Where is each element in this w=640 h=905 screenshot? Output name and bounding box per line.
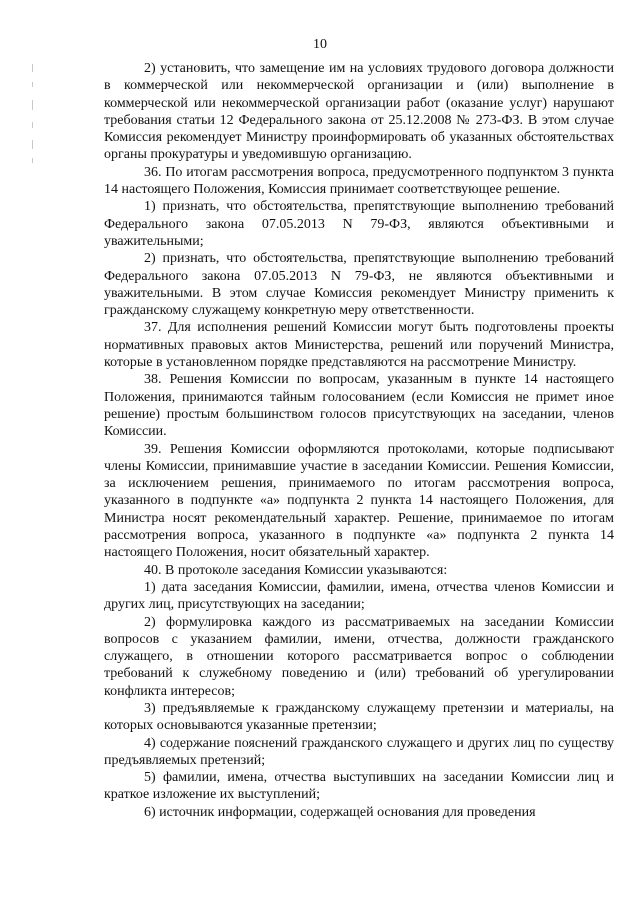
paragraph: 1) признать, что обстоятельства, препятствующие выполнению требований Федерального закона 07.05.2013 N 79-ФЗ, являются объективными и уважительными;	[104, 199, 614, 249]
paragraph: 2) установить, что замещение им на условиях трудового договора должности в коммерческой или некоммерческой организации и (или) выполнение в коммерческой или некоммерческой организации работ (оказание услуг) нарушают требования статьи 12 Федерального закона от 25.12.2008 № 273-ФЗ. В этом случае Комиссия рекомендует Министру проинформировать об указанных обстоятельствах органы прокуратуры и уведомившую организацию.	[104, 61, 614, 163]
paragraph: 4) содержание пояснений гражданского служащего и других лиц по существу предъявляемых претензий;	[104, 735, 614, 768]
paragraph: 3) предъявляемые к гражданскому служащему претензии и материалы, на которых основываются указанные претензии;	[104, 700, 614, 734]
scan-margin-marks	[24, 60, 44, 170]
paragraph: 2) признать, что обстоятельства, препятствующие выполнению требований Федерального закона 07.05.2013 N 79-ФЗ, не являются объективными и уважительными. В этом случае Комиссия рекомендует Министру применить к гражданскому служащему конкретную меру ответственности.	[104, 251, 614, 319]
paragraph: 39. Решения Комиссии оформляются протоколами, которые подписывают члены Комиссии, принимавшие участие в заседании Комиссии. Решения Комиссии, за исключением решения, принимаемого по итогам рассмотрения вопроса, указанного в подпункте «а» подпункта 2 пункта 14 настоящего Положения, для Министра носят рекомендательный характер. Решение, принимаемое по итогам рассмотрения вопроса, указанного в подпункте «а» подпункта 2 пункта 14 настоящего Положения, носит обязательный характер.	[104, 441, 614, 561]
paragraph: 36. По итогам рассмотрения вопроса, предусмотренного подпунктом 3 пункта 14 настоящего Положения, Комиссия принимает соответствующее решение.	[104, 164, 614, 198]
paragraph: 6) источник информации, содержащей основания для проведения	[144, 804, 536, 820]
paragraph: 37. Для исполнения решений Комиссии могут быть подготовлены проекты нормативных правовых актов Министерства, решений или поручений Министра, которые в установленном порядке представляются на рассмотрение Министру.	[104, 320, 614, 371]
paragraph: 1) дата заседания Комиссии, фамилии, имена, отчества членов Комиссии и других лиц, присутствующих на заседании;	[104, 579, 614, 613]
page-number: 10	[313, 37, 327, 52]
paragraph: 2) формулировка каждого из рассматриваемых на заседании Комиссии вопросов с указанием фамилии, имени, отчества, должности гражданского служащего, в отношении которого рассматривается вопрос о соблюдении требований к служебному поведению и (или) требований об урегулировании конфликта интересов;	[104, 614, 614, 699]
document-body	[104, 60, 614, 821]
paragraph: 38. Решения Комиссии по вопросам, указанным в пункте 14 настоящего Положения, принимаются тайным голосованием (если Комиссия не примет иное решение) простым большинством голосов присутствующих на заседании, членов Комиссии.	[104, 372, 614, 440]
paragraph: 5) фамилии, имена, отчества выступивших на заседании Комиссии лиц и краткое изложение их выступлений;	[104, 770, 614, 803]
paragraph: 40. В протоколе заседания Комиссии указываются:	[144, 562, 448, 578]
